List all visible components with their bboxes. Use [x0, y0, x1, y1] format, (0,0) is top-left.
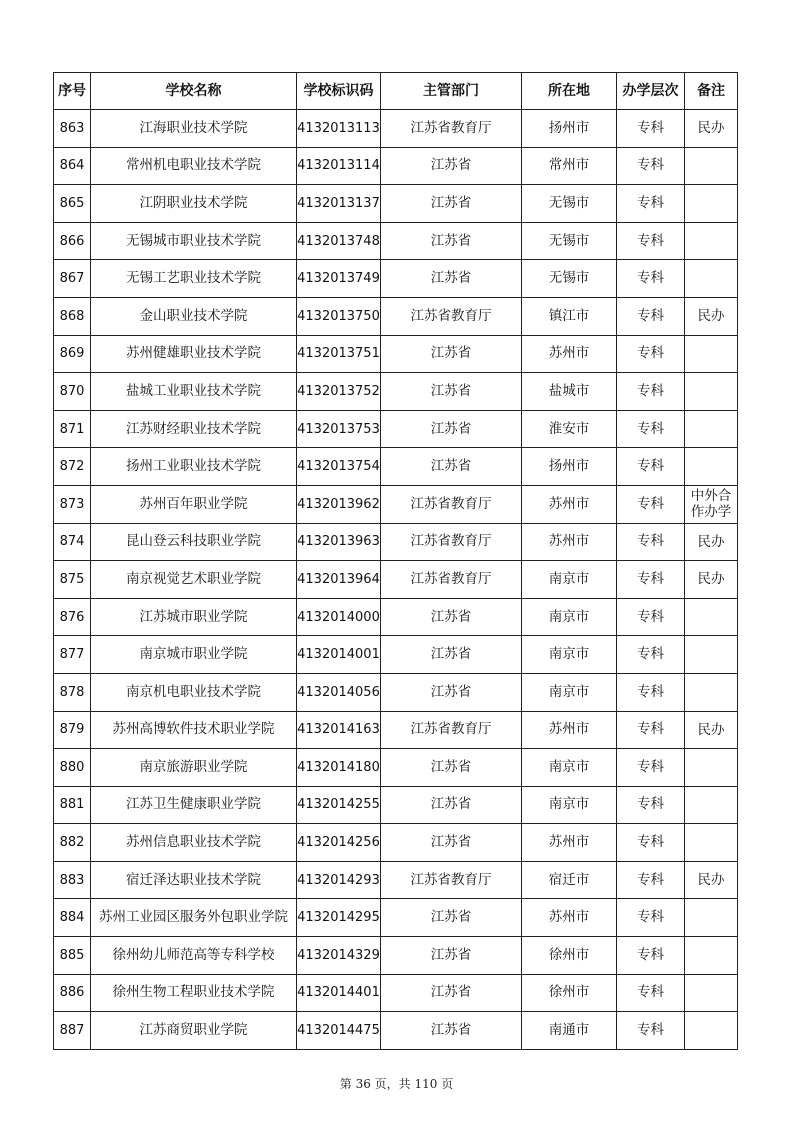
header-school-code: 学校标识码: [297, 73, 381, 110]
table-row: [54, 485, 738, 523]
table-row: [54, 523, 738, 561]
cell-location: 无锡市: [522, 222, 617, 260]
cell-school-name: 江苏商贸职业学院: [91, 1012, 297, 1050]
cell-level: 专科: [617, 974, 685, 1012]
cell-department: 江苏省: [381, 899, 522, 937]
cell-department: 江苏省: [381, 335, 522, 373]
cell-level: 专科: [617, 861, 685, 899]
cell-seq: 881: [54, 786, 91, 824]
cell-school-code: 4132014180: [297, 749, 381, 787]
cell-seq: 886: [54, 974, 91, 1012]
cell-seq: 872: [54, 448, 91, 486]
cell-school-code: 4132013750: [297, 297, 381, 335]
table-row: [54, 937, 738, 975]
cell-note: 民办: [685, 110, 738, 148]
table-row: [54, 448, 738, 486]
table-row: [54, 598, 738, 636]
cell-seq: 870: [54, 373, 91, 411]
cell-school-code: 4132014295: [297, 899, 381, 937]
cell-level: 专科: [617, 335, 685, 373]
table-row: [54, 749, 738, 787]
cell-seq: 884: [54, 899, 91, 937]
table-body: [54, 110, 738, 1050]
cell-school-code: 4132013753: [297, 410, 381, 448]
cell-level: 专科: [617, 899, 685, 937]
cell-note: [685, 937, 738, 975]
cell-school-name: 江海职业技术学院: [91, 110, 297, 148]
cell-school-code: 4132014329: [297, 937, 381, 975]
cell-school-code: 4132014163: [297, 711, 381, 749]
cell-school-name: 徐州幼儿师范高等专科学校: [91, 937, 297, 975]
cell-level: 专科: [617, 147, 685, 185]
cell-department: 江苏省教育厅: [381, 861, 522, 899]
cell-school-name: 南京视觉艺术职业学院: [91, 561, 297, 599]
cell-department: 江苏省: [381, 1012, 522, 1050]
cell-department: 江苏省教育厅: [381, 297, 522, 335]
cell-department: 江苏省: [381, 824, 522, 862]
cell-level: 专科: [617, 410, 685, 448]
cell-location: 盐城市: [522, 373, 617, 411]
cell-department: 江苏省: [381, 673, 522, 711]
table-row: [54, 110, 738, 148]
cell-location: 南京市: [522, 786, 617, 824]
cell-seq: 865: [54, 185, 91, 223]
cell-level: 专科: [617, 448, 685, 486]
cell-note: [685, 824, 738, 862]
cell-level: 专科: [617, 485, 685, 523]
cell-department: 江苏省: [381, 222, 522, 260]
cell-school-name: 江阴职业技术学院: [91, 185, 297, 223]
cell-level: 专科: [617, 824, 685, 862]
school-list-table-container: [53, 72, 737, 1050]
cell-note: [685, 185, 738, 223]
cell-school-code: 4132014293: [297, 861, 381, 899]
cell-school-name: 苏州工业园区服务外包职业学院: [91, 899, 297, 937]
cell-note: [685, 636, 738, 674]
table-row: [54, 786, 738, 824]
cell-note: [685, 749, 738, 787]
table-row: [54, 561, 738, 599]
cell-seq: 883: [54, 861, 91, 899]
cell-department: 江苏省教育厅: [381, 110, 522, 148]
cell-location: 常州市: [522, 147, 617, 185]
cell-note: 民办: [685, 861, 738, 899]
cell-seq: 882: [54, 824, 91, 862]
cell-school-code: 4132013754: [297, 448, 381, 486]
cell-location: 苏州市: [522, 523, 617, 561]
cell-seq: 879: [54, 711, 91, 749]
cell-seq: 885: [54, 937, 91, 975]
cell-note: [685, 1012, 738, 1050]
cell-note: [685, 974, 738, 1012]
table-row: [54, 410, 738, 448]
cell-location: 宿迁市: [522, 861, 617, 899]
cell-school-code: 4132013749: [297, 260, 381, 298]
cell-level: 专科: [617, 561, 685, 599]
cell-school-code: 4132013964: [297, 561, 381, 599]
cell-level: 专科: [617, 260, 685, 298]
cell-level: 专科: [617, 1012, 685, 1050]
cell-seq: 864: [54, 147, 91, 185]
cell-note: [685, 673, 738, 711]
cell-school-code: 4132013962: [297, 485, 381, 523]
cell-note: [685, 373, 738, 411]
cell-school-code: 4132014255: [297, 786, 381, 824]
cell-school-code: 4132014256: [297, 824, 381, 862]
cell-location: 南通市: [522, 1012, 617, 1050]
cell-school-code: 4132013137: [297, 185, 381, 223]
cell-school-code: 4132014475: [297, 1012, 381, 1050]
table-row: [54, 711, 738, 749]
cell-seq: 866: [54, 222, 91, 260]
cell-level: 专科: [617, 297, 685, 335]
cell-note: [685, 260, 738, 298]
cell-level: 专科: [617, 937, 685, 975]
cell-level: 专科: [617, 373, 685, 411]
cell-department: 江苏省教育厅: [381, 711, 522, 749]
cell-location: 扬州市: [522, 448, 617, 486]
cell-location: 无锡市: [522, 260, 617, 298]
cell-school-name: 扬州工业职业技术学院: [91, 448, 297, 486]
cell-seq: 876: [54, 598, 91, 636]
cell-level: 专科: [617, 711, 685, 749]
header-note: 备注: [685, 73, 738, 110]
cell-location: 苏州市: [522, 485, 617, 523]
cell-location: 苏州市: [522, 335, 617, 373]
header-location: 所在地: [522, 73, 617, 110]
cell-seq: 867: [54, 260, 91, 298]
cell-department: 江苏省: [381, 974, 522, 1012]
table-row: [54, 1012, 738, 1050]
cell-school-name: 南京城市职业学院: [91, 636, 297, 674]
cell-school-code: 4132014000: [297, 598, 381, 636]
cell-location: 无锡市: [522, 185, 617, 223]
cell-school-name: 常州机电职业技术学院: [91, 147, 297, 185]
cell-note: [685, 335, 738, 373]
cell-department: 江苏省: [381, 185, 522, 223]
cell-school-name: 江苏财经职业技术学院: [91, 410, 297, 448]
table-row: [54, 260, 738, 298]
cell-seq: 874: [54, 523, 91, 561]
cell-department: 江苏省教育厅: [381, 523, 522, 561]
cell-note: [685, 786, 738, 824]
cell-school-code: 4132014056: [297, 673, 381, 711]
cell-location: 南京市: [522, 598, 617, 636]
cell-location: 南京市: [522, 749, 617, 787]
cell-note: [685, 410, 738, 448]
cell-school-name: 苏州信息职业技术学院: [91, 824, 297, 862]
table-row: [54, 974, 738, 1012]
cell-location: 苏州市: [522, 711, 617, 749]
cell-department: 江苏省: [381, 260, 522, 298]
cell-note: 民办: [685, 297, 738, 335]
cell-school-code: 4132013963: [297, 523, 381, 561]
cell-level: 专科: [617, 523, 685, 561]
cell-school-name: 江苏卫生健康职业学院: [91, 786, 297, 824]
cell-school-code: 4132013752: [297, 373, 381, 411]
school-list-table: [53, 72, 738, 1050]
table-header-row: [54, 73, 738, 110]
cell-school-code: 4132013114: [297, 147, 381, 185]
cell-note: [685, 448, 738, 486]
cell-level: 专科: [617, 185, 685, 223]
cell-location: 南京市: [522, 636, 617, 674]
cell-school-name: 盐城工业职业技术学院: [91, 373, 297, 411]
cell-department: 江苏省: [381, 636, 522, 674]
cell-seq: 887: [54, 1012, 91, 1050]
table-row: [54, 861, 738, 899]
cell-school-name: 苏州高博软件技术职业学院: [91, 711, 297, 749]
table-row: [54, 373, 738, 411]
cell-school-name: 宿迁泽达职业技术学院: [91, 861, 297, 899]
table-row: [54, 185, 738, 223]
cell-department: 江苏省: [381, 147, 522, 185]
cell-seq: 875: [54, 561, 91, 599]
page-footer: 第 36 页，共 110 页: [339, 1077, 454, 1091]
table-row: [54, 335, 738, 373]
cell-school-name: 南京旅游职业学院: [91, 749, 297, 787]
cell-school-name: 金山职业技术学院: [91, 297, 297, 335]
table-row: [54, 673, 738, 711]
cell-school-code: 4132013751: [297, 335, 381, 373]
cell-note: 民办: [685, 711, 738, 749]
cell-school-code: 4132013113: [297, 110, 381, 148]
cell-department: 江苏省: [381, 749, 522, 787]
cell-department: 江苏省: [381, 448, 522, 486]
cell-seq: 868: [54, 297, 91, 335]
cell-location: 苏州市: [522, 899, 617, 937]
cell-location: 徐州市: [522, 974, 617, 1012]
cell-note: 民办: [685, 523, 738, 561]
cell-seq: 878: [54, 673, 91, 711]
header-seq: 序号: [54, 73, 91, 110]
cell-department: 江苏省: [381, 598, 522, 636]
table-row: [54, 147, 738, 185]
cell-department: 江苏省: [381, 410, 522, 448]
cell-location: 扬州市: [522, 110, 617, 148]
cell-school-name: 南京机电职业技术学院: [91, 673, 297, 711]
cell-school-name: 江苏城市职业学院: [91, 598, 297, 636]
cell-department: 江苏省教育厅: [381, 561, 522, 599]
cell-school-code: 4132014001: [297, 636, 381, 674]
cell-level: 专科: [617, 786, 685, 824]
cell-department: 江苏省: [381, 786, 522, 824]
cell-note: [685, 222, 738, 260]
cell-level: 专科: [617, 598, 685, 636]
cell-department: 江苏省: [381, 937, 522, 975]
cell-seq: 873: [54, 485, 91, 523]
cell-school-name: 无锡城市职业技术学院: [91, 222, 297, 260]
cell-school-name: 苏州健雄职业技术学院: [91, 335, 297, 373]
cell-level: 专科: [617, 749, 685, 787]
cell-level: 专科: [617, 636, 685, 674]
cell-location: 淮安市: [522, 410, 617, 448]
cell-seq: 863: [54, 110, 91, 148]
table-row: [54, 297, 738, 335]
cell-location: 镇江市: [522, 297, 617, 335]
cell-school-code: 4132013748: [297, 222, 381, 260]
cell-department: 江苏省教育厅: [381, 485, 522, 523]
cell-note: 民办: [685, 561, 738, 599]
cell-location: 南京市: [522, 673, 617, 711]
header-school-name: 学校名称: [91, 73, 297, 110]
cell-seq: 869: [54, 335, 91, 373]
cell-school-code: 4132014401: [297, 974, 381, 1012]
cell-note: [685, 147, 738, 185]
cell-seq: 877: [54, 636, 91, 674]
cell-location: 南京市: [522, 561, 617, 599]
cell-seq: 880: [54, 749, 91, 787]
header-department: 主管部门: [381, 73, 522, 110]
cell-location: 徐州市: [522, 937, 617, 975]
cell-level: 专科: [617, 110, 685, 148]
table-row: [54, 824, 738, 862]
cell-school-name: 苏州百年职业学院: [91, 485, 297, 523]
cell-level: 专科: [617, 222, 685, 260]
cell-location: 苏州市: [522, 824, 617, 862]
cell-seq: 871: [54, 410, 91, 448]
table-row: [54, 636, 738, 674]
cell-note: [685, 598, 738, 636]
table-row: [54, 899, 738, 937]
header-level: 办学层次: [617, 73, 685, 110]
cell-level: 专科: [617, 673, 685, 711]
cell-school-name: 徐州生物工程职业技术学院: [91, 974, 297, 1012]
cell-department: 江苏省: [381, 373, 522, 411]
table-row: [54, 222, 738, 260]
cell-school-name: 无锡工艺职业技术学院: [91, 260, 297, 298]
cell-school-name: 昆山登云科技职业学院: [91, 523, 297, 561]
cell-note: 中外合作办学: [685, 485, 738, 523]
cell-note: [685, 899, 738, 937]
